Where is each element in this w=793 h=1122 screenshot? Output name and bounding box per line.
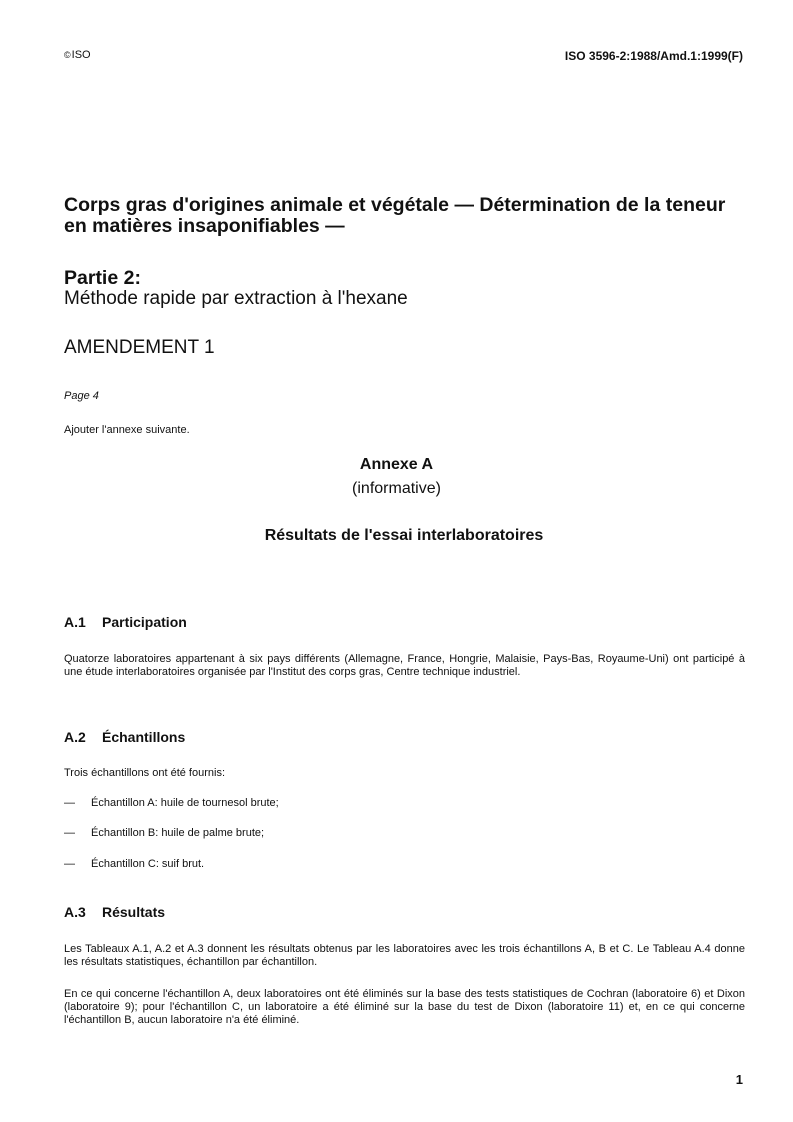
list-item-text: Échantillon A: huile de tournesol brute; (91, 797, 279, 809)
list-item (64, 797, 279, 810)
list-item-text: Échantillon C: suif brut. (91, 858, 205, 870)
header-copyright (64, 49, 91, 61)
section-a1-heading (64, 614, 187, 630)
section-a3-heading (64, 904, 165, 920)
page-reference: Page 4 (64, 390, 99, 402)
header-standard-ref: ISO 3596-2:1988/Amd.1:1999(F) (564, 49, 743, 63)
dash-marker: — (64, 827, 75, 839)
annex-heading: Résultats de l'essai interlaboratoires (264, 527, 544, 544)
section-title: Résultats (102, 904, 166, 920)
list-item-text: Échantillon B: huile de palme brute; (91, 827, 265, 839)
document-title: Corps gras d'origines animale et végétale — Détermination de la teneur en matières insaponifiables — (64, 194, 726, 237)
dash-marker: — (64, 858, 75, 870)
page-number: 1 (735, 1072, 743, 1087)
section-title: Participation (102, 614, 187, 630)
section-number: A.1 (64, 614, 86, 630)
section-a2-heading (64, 729, 185, 745)
header-org: ISO (71, 49, 91, 61)
section-a3-para2: En ce qui concerne l'échantillon A, deux laboratoires ont été éliminés sur la base des tests statistiques de Cochran (laboratoire 6) et Dixon (laboratoire 9); pour l'échantillon C, un laboratoire a été éliminé sur la base du test de Dixon (laboratoire 11) et, en ce qui concerne l'échantillon B, aucun laboratoire n'a été éliminé. (64, 988, 745, 1026)
section-a1-text: Quatorze laboratoires appartenant à six pays différents (Allemagne, France, Hongrie, Malaisie, Pays-Bas, Royaume-Uni) ont participé à une étude interlaboratoires organisée par l'Institut des corps gras, Centre technique industriel. (64, 653, 745, 678)
section-number: A.3 (64, 904, 86, 920)
amendment-label: AMENDEMENT 1 (64, 337, 215, 358)
section-number: A.2 (64, 729, 86, 745)
section-title: Échantillons (102, 729, 186, 745)
list-item (64, 827, 264, 840)
part-subtitle: Méthode rapide par extraction à l'hexane (64, 288, 408, 309)
instruction-text: Ajouter l'annexe suivante. (64, 424, 190, 436)
copyright-symbol: © (64, 50, 71, 60)
section-a2-intro: Trois échantillons ont été fournis: (64, 767, 226, 779)
section-a3-para1: Les Tableaux A.1, A.2 et A.3 donnent les résultats obtenus par les laboratoires avec les trois échantillons A, B et C. Le Tableau A.4 donne les résultats statistiques, échantillon par échantillon. (64, 943, 745, 968)
annex-title: Annexe A (359, 456, 434, 473)
list-item (64, 858, 204, 871)
dash-marker: — (64, 797, 75, 809)
annex-type: (informative) (352, 480, 441, 497)
part-label: Partie 2: (64, 267, 141, 289)
